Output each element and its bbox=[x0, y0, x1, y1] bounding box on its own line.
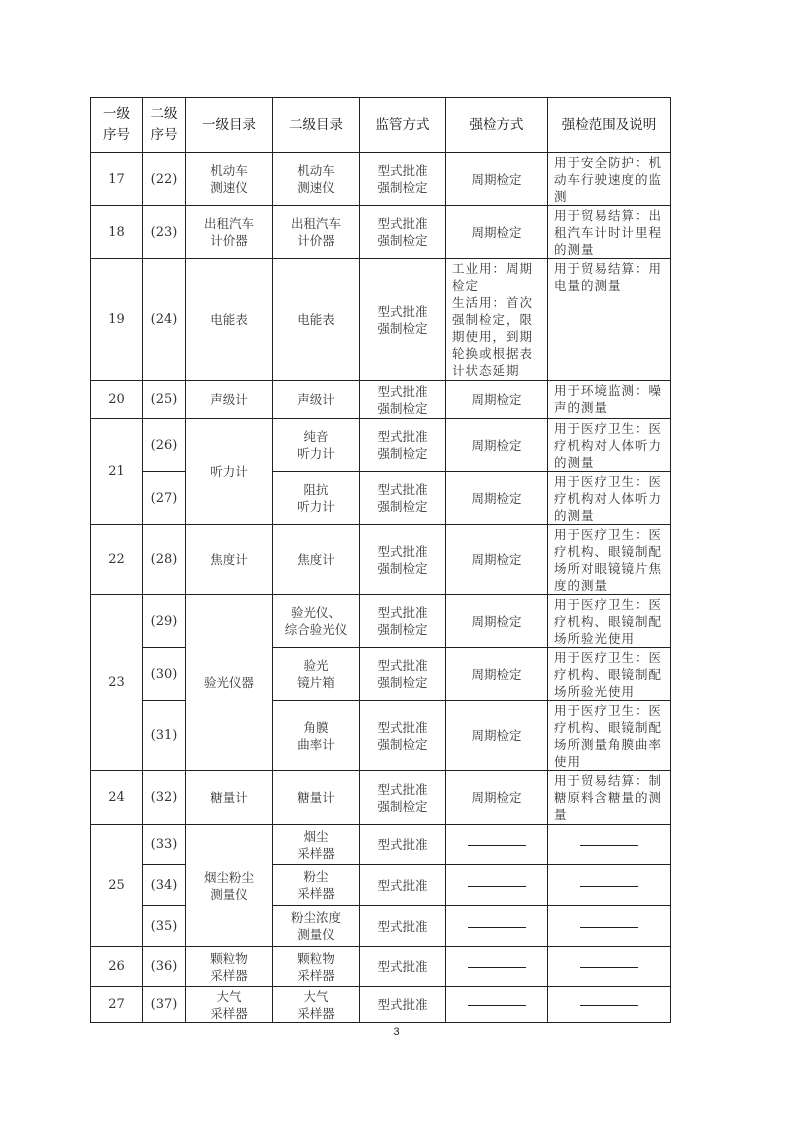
table-row bbox=[91, 906, 671, 947]
level1-catalog: 验光仪器 bbox=[186, 595, 273, 771]
table-row bbox=[91, 701, 671, 771]
level1-catalog: 烟尘粉尘 测量仪 bbox=[186, 825, 273, 947]
scope-description: 用于医疗卫生：医疗机构对人体听力的测量 bbox=[548, 472, 671, 525]
table-row bbox=[91, 987, 671, 1023]
verification-method: 周期检定 bbox=[446, 648, 548, 701]
level2-no: (23) bbox=[143, 206, 186, 259]
level2-catalog: 验光 镜片箱 bbox=[273, 648, 360, 701]
level1-no: 18 bbox=[91, 206, 143, 259]
supervision-mode: 型式批准 强制检定 bbox=[360, 771, 446, 825]
level1-catalog: 大气 采样器 bbox=[186, 987, 273, 1023]
table-row bbox=[91, 825, 671, 865]
verification-method: 周期检定 bbox=[446, 153, 548, 206]
verification-method bbox=[446, 987, 548, 1023]
level2-no: (30) bbox=[143, 648, 186, 701]
supervision-mode: 型式批准 强制检定 bbox=[360, 206, 446, 259]
page-number: 3 bbox=[393, 1026, 400, 1038]
supervision-mode: 型式批准 bbox=[360, 906, 446, 947]
table-row bbox=[91, 259, 671, 381]
level1-catalog: 机动车 测速仪 bbox=[186, 153, 273, 206]
level2-no: (33) bbox=[143, 825, 186, 865]
level2-catalog: 出租汽车 计价器 bbox=[273, 206, 360, 259]
level2-no: (27) bbox=[143, 472, 186, 525]
supervision-mode: 型式批准 bbox=[360, 947, 446, 987]
level1-no: 19 bbox=[91, 259, 143, 381]
level2-no: (29) bbox=[143, 595, 186, 648]
level2-catalog: 粉尘 采样器 bbox=[273, 865, 360, 906]
level2-no: (31) bbox=[143, 701, 186, 771]
level2-no: (22) bbox=[143, 153, 186, 206]
supervision-mode: 型式批准 bbox=[360, 865, 446, 906]
level1-no: 21 bbox=[91, 419, 143, 525]
level2-catalog: 颗粒物 采样器 bbox=[273, 947, 360, 987]
verification-method: 周期检定 bbox=[446, 771, 548, 825]
not-applicable-dash bbox=[580, 927, 638, 928]
not-applicable-dash bbox=[580, 1005, 638, 1006]
level2-no: (35) bbox=[143, 906, 186, 947]
not-applicable-dash bbox=[468, 1005, 526, 1006]
supervision-mode: 型式批准 强制检定 bbox=[360, 259, 446, 381]
not-applicable-dash bbox=[468, 886, 526, 887]
supervision-mode: 型式批准 强制检定 bbox=[360, 525, 446, 595]
table-row bbox=[91, 206, 671, 259]
verification-method: 周期检定 bbox=[446, 701, 548, 771]
level2-catalog: 烟尘 采样器 bbox=[273, 825, 360, 865]
verification-method: 周期检定 bbox=[446, 419, 548, 472]
not-applicable-dash bbox=[468, 845, 526, 846]
not-applicable-dash bbox=[580, 845, 638, 846]
level1-no: 24 bbox=[91, 771, 143, 825]
scope-description: 用于贸易结算：出租汽车计时计里程的测量 bbox=[548, 206, 671, 259]
level1-no: 20 bbox=[91, 381, 143, 419]
scope-description: 用于贸易结算：制糖原料含糖量的测量 bbox=[548, 771, 671, 825]
scope-description: 用于贸易结算：用电量的测量 bbox=[548, 259, 671, 381]
level1-catalog: 焦度计 bbox=[186, 525, 273, 595]
level1-no: 25 bbox=[91, 825, 143, 947]
table-row bbox=[91, 947, 671, 987]
instrument-catalog-table bbox=[90, 97, 671, 1023]
not-applicable-dash bbox=[468, 967, 526, 968]
verification-method bbox=[446, 906, 548, 947]
level1-no: 22 bbox=[91, 525, 143, 595]
supervision-mode: 型式批准 bbox=[360, 987, 446, 1023]
scope-description: 用于环境监测：噪声的测量 bbox=[548, 381, 671, 419]
table-row bbox=[91, 771, 671, 825]
verification-method: 周期检定 bbox=[446, 595, 548, 648]
level1-catalog: 颗粒物 采样器 bbox=[186, 947, 273, 987]
level2-catalog: 验光仪、 综合验光仪 bbox=[273, 595, 360, 648]
level2-catalog: 声级计 bbox=[273, 381, 360, 419]
scope-description: 用于安全防护：机动车行驶速度的监测 bbox=[548, 153, 671, 206]
level1-catalog: 电能表 bbox=[186, 259, 273, 381]
level1-catalog: 出租汽车 计价器 bbox=[186, 206, 273, 259]
verification-method: 周期检定 bbox=[446, 472, 548, 525]
scope-description bbox=[548, 987, 671, 1023]
verification-method: 周期检定 bbox=[446, 525, 548, 595]
scope-description bbox=[548, 865, 671, 906]
level2-catalog: 机动车 测速仪 bbox=[273, 153, 360, 206]
level2-no: (37) bbox=[143, 987, 186, 1023]
level2-no: (26) bbox=[143, 419, 186, 472]
supervision-mode: 型式批准 强制检定 bbox=[360, 472, 446, 525]
scope-description: 用于医疗卫生：医疗机构对人体听力的测量 bbox=[548, 419, 671, 472]
level2-no: (36) bbox=[143, 947, 186, 987]
level1-no: 17 bbox=[91, 153, 143, 206]
scope-description bbox=[548, 825, 671, 865]
level1-catalog: 糖量计 bbox=[186, 771, 273, 825]
table-row bbox=[91, 525, 671, 595]
scope-description: 用于医疗卫生：医疗机构、眼镜制配场所对眼镜镜片焦度的测量 bbox=[548, 525, 671, 595]
table-row bbox=[91, 153, 671, 206]
level2-catalog: 大气 采样器 bbox=[273, 987, 360, 1023]
verification-method bbox=[446, 865, 548, 906]
scope-description bbox=[548, 906, 671, 947]
table-row bbox=[91, 648, 671, 701]
not-applicable-dash bbox=[580, 886, 638, 887]
supervision-mode: 型式批准 强制检定 bbox=[360, 648, 446, 701]
supervision-mode: 型式批准 强制检定 bbox=[360, 153, 446, 206]
header-level1-no: 一级 序号 bbox=[91, 98, 143, 153]
level2-catalog: 角膜 曲率计 bbox=[273, 701, 360, 771]
level1-no: 27 bbox=[91, 987, 143, 1023]
supervision-mode: 型式批准 强制检定 bbox=[360, 595, 446, 648]
verification-method bbox=[446, 825, 548, 865]
header-row bbox=[91, 98, 671, 153]
level2-no: (28) bbox=[143, 525, 186, 595]
not-applicable-dash bbox=[468, 927, 526, 928]
supervision-mode: 型式批准 强制检定 bbox=[360, 381, 446, 419]
table-row bbox=[91, 472, 671, 525]
level2-catalog: 焦度计 bbox=[273, 525, 360, 595]
level1-no: 26 bbox=[91, 947, 143, 987]
level2-catalog: 阻抗 听力计 bbox=[273, 472, 360, 525]
verification-method bbox=[446, 947, 548, 987]
level2-no: (32) bbox=[143, 771, 186, 825]
verification-method: 周期检定 bbox=[446, 381, 548, 419]
verification-method: 周期检定 bbox=[446, 206, 548, 259]
level2-no: (34) bbox=[143, 865, 186, 906]
level1-catalog: 声级计 bbox=[186, 381, 273, 419]
verification-method: 工业用：周期检定 生活用：首次强制检定，限期使用，到期轮换或根据表计状态延期 bbox=[446, 259, 548, 381]
header-scope-description: 强检范围及说明 bbox=[548, 98, 671, 153]
supervision-mode: 型式批准 强制检定 bbox=[360, 701, 446, 771]
level2-catalog: 粉尘浓度 测量仪 bbox=[273, 906, 360, 947]
table-row bbox=[91, 595, 671, 648]
table-row bbox=[91, 865, 671, 906]
level1-no: 23 bbox=[91, 595, 143, 771]
scope-description: 用于医疗卫生：医疗机构、眼镜制配场所验光使用 bbox=[548, 648, 671, 701]
scope-description: 用于医疗卫生：医疗机构、眼镜制配场所测量角膜曲率使用 bbox=[548, 701, 671, 771]
level2-catalog: 电能表 bbox=[273, 259, 360, 381]
supervision-mode: 型式批准 bbox=[360, 825, 446, 865]
table-row bbox=[91, 381, 671, 419]
level1-catalog: 听力计 bbox=[186, 419, 273, 525]
level2-no: (24) bbox=[143, 259, 186, 381]
not-applicable-dash bbox=[580, 967, 638, 968]
scope-description bbox=[548, 947, 671, 987]
header-level2-catalog: 二级目录 bbox=[273, 98, 360, 153]
table-row bbox=[91, 419, 671, 472]
header-verification-method: 强检方式 bbox=[446, 98, 548, 153]
scope-description: 用于医疗卫生：医疗机构、眼镜制配场所验光使用 bbox=[548, 595, 671, 648]
header-supervision-mode: 监管方式 bbox=[360, 98, 446, 153]
header-level1-catalog: 一级目录 bbox=[186, 98, 273, 153]
header-level2-no: 二级 序号 bbox=[143, 98, 186, 153]
level2-no: (25) bbox=[143, 381, 186, 419]
level2-catalog: 糖量计 bbox=[273, 771, 360, 825]
level2-catalog: 纯音 听力计 bbox=[273, 419, 360, 472]
supervision-mode: 型式批准 强制检定 bbox=[360, 419, 446, 472]
